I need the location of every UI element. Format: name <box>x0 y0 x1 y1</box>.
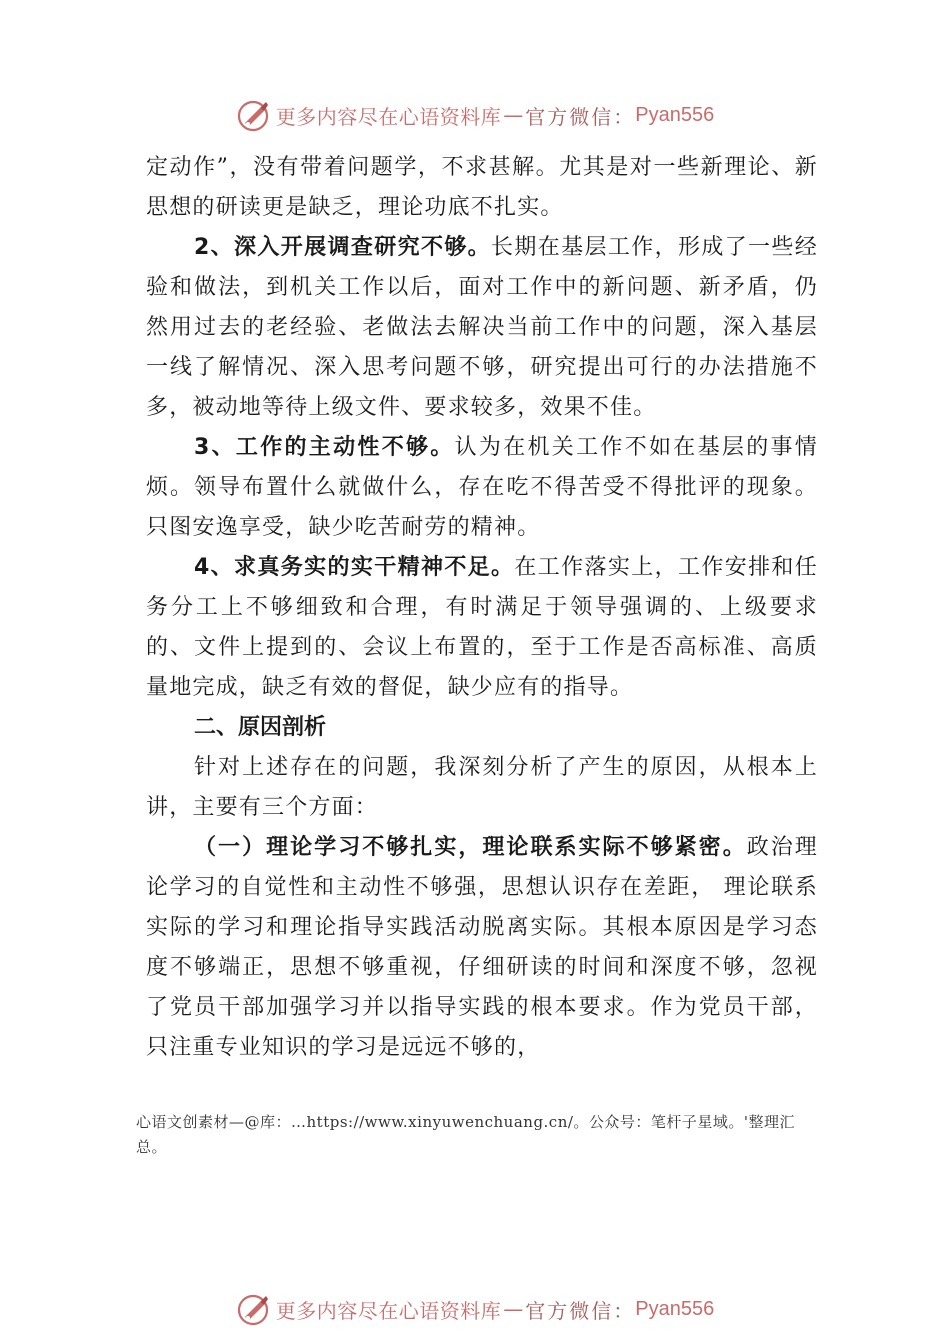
item-3-title: 3、工作的主动性不够。 <box>194 435 455 460</box>
document-body <box>146 148 818 1068</box>
banner-wechat-label: 官方微信： <box>525 1298 636 1323</box>
item-4-title: 4、求真务实的实干精神不足。 <box>194 555 515 580</box>
banner-wechat-id: Pyan556 <box>635 103 715 126</box>
paragraph-intro: 针对上述存在的问题，我深刻分析了产生的原因，从根本上讲，主要有三个方面： <box>146 755 818 820</box>
banner-brand: 更多内容尽在心语资料库 <box>275 1298 502 1323</box>
footer-banner <box>0 1287 950 1331</box>
paragraph-continuation: 定动作”，没有带着问题学，不求甚解。尤其是对一些新理论、新思想的研读更是缺乏，理论功底不扎实。 <box>146 155 818 220</box>
paragraph-item-4 <box>146 548 818 708</box>
banner-separator: — <box>503 103 524 127</box>
item-3-text: 认为在机关工作不如在基层的事情烦。领导布置什么就做什么，存在吃不得苦受不得批评的现象。只图安逸享受，缺少吃苦耐劳的精神。 <box>146 435 818 540</box>
pen-logo-icon <box>236 1291 272 1327</box>
header-banner <box>0 93 950 137</box>
paragraph-item-3 <box>146 428 818 548</box>
item-2-title: 2、深入开展调查研究不够。 <box>194 235 492 260</box>
section-heading: 二、原因剖析 <box>194 715 327 740</box>
item-2-text: 长期在基层工作，形成了一些经验和做法，到机关工作以后，面对工作中的新问题、新矛盾，仍然用过去的老经验、老做法去解决当前工作中的问题，深入基层一线了解情况、深入思考问题不够，研究提出可行的办法措施不多，被动地等待上级文件、要求较多，效果不佳。 <box>146 235 818 420</box>
cause-1-title: （一）理论学习不够扎实，理论联系实际不够紧密。 <box>194 835 747 860</box>
banner-wechat-id: Pyan556 <box>635 1297 715 1320</box>
source-note: 心语文创素材—@库：…https://www.xinyuwenchuang.cn/。公众号：笔杆子星域。'整理汇总。 <box>136 1113 796 1156</box>
paragraph-item-2 <box>146 228 818 428</box>
banner-wechat-label: 官方微信： <box>525 104 636 129</box>
banner-brand: 更多内容尽在心语资料库 <box>275 104 502 129</box>
item-4-text: 在工作落实上，工作安排和任务分工上不够细致和合理，有时满足于领导强调的、上级要求的、文件上提到的、会议上布置的，至于工作是否高标准、高质量地完成，缺乏有效的督促，缺少应有的指导。 <box>146 555 818 700</box>
pen-logo-icon <box>236 97 272 133</box>
cause-1-text: 政治理论学习的自觉性和主动性不够强，思想认识存在差距， 理论联系实际的学习和理论指导实践活动脱离实际。其根本原因是学习态度不够端正，思想不够重视，仔细研读的时间和深度不够，忽视了党员干部加强学习并以指导实践的根本要求。作为党员干部，只注重专业知识的学习是远远不够的， <box>146 835 818 1060</box>
paragraph-cause-1 <box>146 828 818 1068</box>
banner-separator: — <box>503 1297 524 1321</box>
